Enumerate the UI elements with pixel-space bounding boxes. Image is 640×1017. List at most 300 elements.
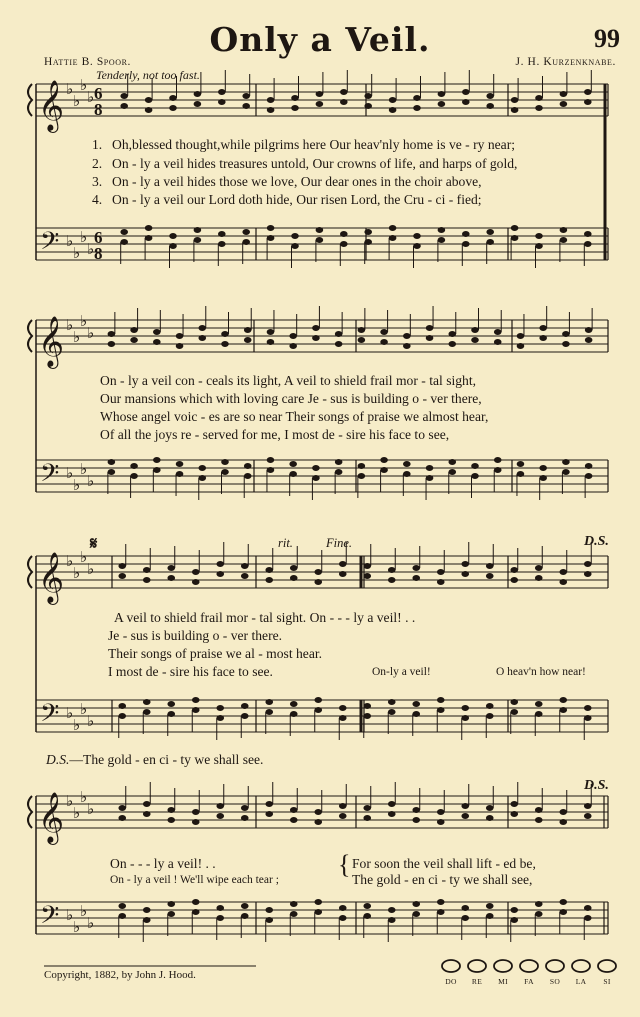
note-head	[242, 229, 250, 235]
note-head	[335, 331, 343, 337]
note-head	[388, 811, 396, 817]
note-head	[510, 917, 518, 923]
note-head	[437, 899, 445, 905]
note-head	[198, 475, 206, 481]
note-head	[535, 233, 543, 239]
note-head	[216, 915, 224, 921]
note-head	[118, 805, 126, 811]
note-head	[289, 343, 297, 349]
note-head	[244, 463, 252, 469]
flat-sign: ♭	[87, 324, 95, 342]
note-head	[560, 101, 568, 107]
page-title: Only a Veil.	[209, 20, 431, 59]
treble-bracket	[28, 84, 32, 116]
flat-sign: ♭	[73, 716, 81, 734]
note-head	[130, 463, 138, 469]
note-head	[562, 341, 570, 347]
note-head	[291, 105, 299, 111]
flat-sign: ♭	[80, 76, 88, 94]
note-head	[153, 467, 161, 473]
note-head	[358, 337, 366, 343]
note-head	[218, 89, 226, 95]
note-head	[535, 701, 543, 707]
note-head	[143, 709, 151, 715]
note-head	[118, 903, 126, 909]
flat-sign: ♭	[80, 788, 88, 806]
note-head	[562, 469, 570, 475]
treble-clef: 𝄞	[38, 80, 65, 131]
note-head	[167, 575, 175, 581]
note-head	[216, 715, 224, 721]
verse-line-1-cont: On - ly a veil con - ceals its light, A veil to shield frail mor - tal sight,	[100, 373, 477, 388]
flat-sign: ♭	[66, 464, 74, 482]
note-head	[145, 225, 153, 231]
note-head	[380, 329, 388, 335]
note-head	[380, 339, 388, 345]
note-head	[358, 327, 366, 333]
verse-line-4: 4. On - ly a veil our Lord doth hide, Our risen Lord, the Cru - ci - fied;	[92, 192, 482, 207]
solfa-so: SO	[549, 977, 561, 986]
note-head	[486, 93, 494, 99]
note-head	[265, 907, 273, 913]
note-head	[120, 239, 128, 245]
bass-clef: 𝄢	[40, 901, 60, 936]
note-head	[584, 89, 592, 95]
note-head	[403, 461, 411, 467]
note-head	[511, 225, 519, 231]
bass-echo-lyric-2: O heav'n how near!	[496, 666, 586, 678]
note-head	[389, 97, 397, 103]
note-head	[120, 103, 128, 109]
note-head	[388, 567, 396, 573]
note-head	[510, 709, 518, 715]
solfa-si: SI	[603, 977, 611, 986]
note-head	[585, 473, 593, 479]
note-head	[363, 913, 371, 919]
note-head	[486, 713, 494, 719]
flat-sign: ♭	[73, 918, 81, 936]
note-head	[192, 809, 200, 815]
note-head	[216, 705, 224, 711]
flat-sign: ♭	[66, 316, 74, 334]
note-head	[389, 107, 397, 113]
note-head	[143, 699, 151, 705]
solfa-do: DO	[445, 977, 457, 986]
note-head	[335, 341, 343, 347]
note-head	[462, 241, 470, 247]
note-head	[143, 917, 151, 923]
note-head	[535, 243, 543, 249]
note-head	[312, 475, 320, 481]
note-head	[194, 91, 202, 97]
note-head	[462, 99, 470, 105]
note-head	[437, 809, 445, 815]
note-head	[176, 471, 184, 477]
note-head	[510, 811, 518, 817]
note-head	[389, 235, 397, 241]
note-head	[363, 703, 371, 709]
note-head	[461, 705, 469, 711]
note-head	[358, 463, 366, 469]
note-head	[471, 463, 479, 469]
note-head	[535, 817, 543, 823]
treble-clef: 𝄞	[38, 316, 65, 367]
note-head	[267, 225, 275, 231]
flat-sign: ♭	[80, 700, 88, 718]
note-head	[267, 339, 275, 345]
note-head	[216, 905, 224, 911]
note-head	[339, 571, 347, 577]
note-head	[363, 805, 371, 811]
note-head	[118, 815, 126, 821]
time-signature-bottom: 8	[94, 244, 103, 263]
note-head	[517, 333, 525, 339]
ending-lyric-4: The gold - en ci - ty we shall see,	[352, 872, 533, 887]
note-head	[438, 227, 446, 233]
note-head	[471, 337, 479, 343]
treble-bracket	[28, 796, 32, 828]
note-head	[426, 335, 434, 341]
note-head	[388, 709, 396, 715]
note-head	[169, 243, 177, 249]
note-head	[194, 101, 202, 107]
note-head	[426, 325, 434, 331]
note-head	[118, 713, 126, 719]
note-head	[118, 563, 126, 569]
note-head	[339, 803, 347, 809]
note-head	[448, 341, 456, 347]
note-head	[562, 331, 570, 337]
note-head	[535, 95, 543, 101]
note-head	[437, 579, 445, 585]
note-head	[559, 707, 567, 713]
note-head	[316, 227, 324, 233]
note-head	[539, 465, 547, 471]
note-head	[584, 231, 592, 237]
note-head	[412, 575, 420, 581]
verse-line-3: 3. On - ly a veil hides those we love, Our dear ones in the choir above,	[92, 174, 482, 189]
note-head	[289, 461, 297, 467]
note-head	[413, 95, 421, 101]
note-head	[510, 567, 518, 573]
solfa-re: RE	[471, 977, 483, 986]
note-head	[130, 337, 138, 343]
note-head	[517, 343, 525, 349]
note-head	[559, 697, 567, 703]
note-head	[471, 473, 479, 479]
note-head	[312, 465, 320, 471]
note-head	[486, 229, 494, 235]
note-head	[314, 707, 322, 713]
note-head	[291, 95, 299, 101]
note-head	[494, 467, 502, 473]
note-head	[145, 107, 153, 113]
note-head	[314, 569, 322, 575]
note-head	[198, 325, 206, 331]
note-head	[267, 107, 275, 113]
note-head	[290, 701, 298, 707]
note-head	[363, 815, 371, 821]
note-head	[118, 573, 126, 579]
note-head	[267, 329, 275, 335]
note-head	[167, 701, 175, 707]
ds-mark-2: D.S.	[584, 778, 609, 793]
note-head	[584, 715, 592, 721]
note-head	[426, 465, 434, 471]
note-head	[314, 579, 322, 585]
note-head	[153, 457, 161, 463]
note-head	[363, 563, 371, 569]
treble-bracket	[28, 320, 32, 352]
note-head	[290, 817, 298, 823]
note-head	[198, 465, 206, 471]
flat-sign: ♭	[80, 902, 88, 920]
note-head	[176, 333, 184, 339]
note-head	[584, 803, 592, 809]
note-head	[143, 567, 151, 573]
ending-lyric-3: For soon the veil shall lift - ed be,	[352, 856, 536, 871]
note-head	[461, 803, 469, 809]
time-signature-top: 6	[94, 228, 103, 247]
verse-line-1: 1. Oh,blessed thought,while pilgrims here Our heav'nly home is ve - ry near;	[92, 137, 515, 152]
note-head	[584, 813, 592, 819]
note-head	[511, 107, 519, 113]
note-head	[339, 561, 347, 567]
note-head	[388, 699, 396, 705]
ds-ending-line: D.S.—The gold - en ci - ty we shall see.	[46, 752, 264, 767]
verse-line-3-cont: Whose angel voic - es are so near Their songs of praise we almost hear,	[100, 409, 489, 424]
note-head	[437, 819, 445, 825]
note-head	[510, 699, 518, 705]
note-head	[192, 697, 200, 703]
note-head	[388, 917, 396, 923]
fine-mark: Fine.	[326, 536, 353, 550]
note-head	[143, 577, 151, 583]
note-head	[108, 459, 116, 465]
note-head	[290, 911, 298, 917]
note-head	[448, 331, 456, 337]
note-head	[218, 231, 226, 237]
note-head	[167, 817, 175, 823]
note-head	[221, 459, 229, 465]
note-head	[535, 565, 543, 571]
chorus-lyric-3: Their songs of praise we al - most hear.	[108, 646, 323, 661]
note-head	[241, 713, 249, 719]
note-head	[169, 233, 177, 239]
note-head	[562, 459, 570, 465]
note-head	[192, 899, 200, 905]
verse-line-2-cont: Our mansions which with loving care Je - sus is building o - ver there,	[100, 391, 482, 406]
note-head	[412, 701, 420, 707]
note-head	[486, 563, 494, 569]
note-head	[412, 711, 420, 717]
flat-sign: ♭	[73, 476, 81, 494]
solfa-la: LA	[575, 977, 587, 986]
note-head	[290, 575, 298, 581]
note-head	[363, 903, 371, 909]
note-head	[535, 105, 543, 111]
note-head	[153, 329, 161, 335]
note-head	[340, 89, 348, 95]
note-head	[584, 905, 592, 911]
note-head	[241, 815, 249, 821]
ds-mark-1: D.S.	[584, 534, 609, 549]
note-head	[118, 703, 126, 709]
flat-sign: ♭	[80, 312, 88, 330]
note-head	[585, 463, 593, 469]
note-head	[461, 915, 469, 921]
note-head	[461, 571, 469, 577]
note-head	[218, 99, 226, 105]
note-head	[403, 333, 411, 339]
note-head	[145, 235, 153, 241]
note-head	[535, 575, 543, 581]
note-head	[388, 907, 396, 913]
flat-sign: ♭	[66, 906, 74, 924]
bass-clef: 𝄢	[40, 459, 60, 494]
note-head	[169, 95, 177, 101]
note-head	[462, 89, 470, 95]
note-head	[153, 339, 161, 345]
note-head	[241, 805, 249, 811]
note-head	[403, 471, 411, 477]
verse-line-4-cont: Of all the joys re - served for me, I most de - sire his face to see,	[100, 427, 450, 442]
note-head	[216, 561, 224, 567]
note-head	[198, 335, 206, 341]
note-head	[486, 703, 494, 709]
note-head	[216, 813, 224, 819]
note-head	[192, 579, 200, 585]
note-head	[448, 469, 456, 475]
note-head	[510, 801, 518, 807]
note-head	[316, 91, 324, 97]
note-head	[241, 903, 249, 909]
note-head	[312, 325, 320, 331]
verse-line-2: 2. On - ly a veil hides treasures untold, Our crowns of life, and harps of gold,	[92, 156, 518, 171]
shape-note-legend	[440, 958, 620, 990]
flat-sign: ♭	[66, 792, 74, 810]
note-head	[241, 573, 249, 579]
note-head	[486, 903, 494, 909]
treble-clef: 𝄞	[38, 792, 65, 843]
bass-echo-lyric-1: On-ly a veil!	[372, 666, 431, 678]
flat-sign: ♭	[80, 228, 88, 246]
chorus-lyric-2: Je - sus is building o - ver there.	[108, 628, 283, 643]
note-head	[120, 93, 128, 99]
note-head	[584, 705, 592, 711]
note-head	[167, 711, 175, 717]
note-head	[143, 801, 151, 807]
note-head	[510, 907, 518, 913]
tempo-marking: Tenderly, not too fast.	[96, 68, 200, 82]
note-head	[267, 97, 275, 103]
note-head	[108, 331, 116, 337]
note-head	[221, 331, 229, 337]
note-head	[494, 339, 502, 345]
copyright-notice: Copyright, 1882, by John J. Hood.	[44, 969, 196, 981]
note-head	[241, 913, 249, 919]
flat-sign: ♭	[73, 244, 81, 262]
flat-sign: ♭	[73, 92, 81, 110]
note-head	[448, 459, 456, 465]
note-head	[412, 901, 420, 907]
note-head	[559, 899, 567, 905]
note-head	[314, 819, 322, 825]
note-head	[539, 335, 547, 341]
note-head	[265, 917, 273, 923]
note-head	[265, 811, 273, 817]
note-head	[108, 341, 116, 347]
note-head	[486, 815, 494, 821]
note-head	[486, 573, 494, 579]
note-head	[559, 809, 567, 815]
note-head	[560, 237, 568, 243]
note-head	[244, 327, 252, 333]
note-head	[267, 235, 275, 241]
flat-sign: ♭	[87, 240, 95, 258]
note-head	[291, 243, 299, 249]
note-head	[486, 913, 494, 919]
note-head	[120, 229, 128, 235]
note-head	[486, 103, 494, 109]
note-head	[380, 467, 388, 473]
note-head	[192, 819, 200, 825]
note-head	[192, 707, 200, 713]
note-head	[265, 577, 273, 583]
note-head	[437, 569, 445, 575]
note-head	[167, 901, 175, 907]
time-signature-top: 6	[94, 84, 103, 103]
note-head	[340, 99, 348, 105]
note-head	[559, 579, 567, 585]
note-head	[462, 231, 470, 237]
time-signature-bottom: 8	[94, 100, 103, 119]
note-head	[167, 911, 175, 917]
note-head	[364, 93, 372, 99]
flat-sign: ♭	[87, 712, 95, 730]
note-head	[437, 909, 445, 915]
note-head	[486, 239, 494, 245]
note-head	[560, 91, 568, 97]
flat-sign: ♭	[66, 552, 74, 570]
note-head	[339, 813, 347, 819]
flat-sign: ♭	[66, 80, 74, 98]
note-head	[438, 237, 446, 243]
ending-lyric-2: On - ly a veil ! We'll wipe each tear ;	[110, 874, 279, 886]
note-head	[194, 227, 202, 233]
treble-bracket	[28, 556, 32, 588]
note-head	[389, 225, 397, 231]
note-head	[265, 699, 273, 705]
flat-sign: ♭	[87, 800, 95, 818]
note-head	[494, 457, 502, 463]
note-head	[316, 237, 324, 243]
note-head	[316, 101, 324, 107]
note-head	[265, 801, 273, 807]
treble-clef: 𝄞	[38, 552, 65, 603]
flat-sign: ♭	[66, 232, 74, 250]
note-head	[461, 813, 469, 819]
note-head	[380, 457, 388, 463]
note-head	[358, 473, 366, 479]
note-head	[267, 467, 275, 473]
flat-sign: ♭	[80, 548, 88, 566]
note-head	[290, 901, 298, 907]
bass-clef: 𝄢	[40, 227, 60, 262]
chorus-lyric-4: I most de - sire his face to see.	[108, 664, 273, 679]
note-head	[221, 341, 229, 347]
note-head	[216, 571, 224, 577]
